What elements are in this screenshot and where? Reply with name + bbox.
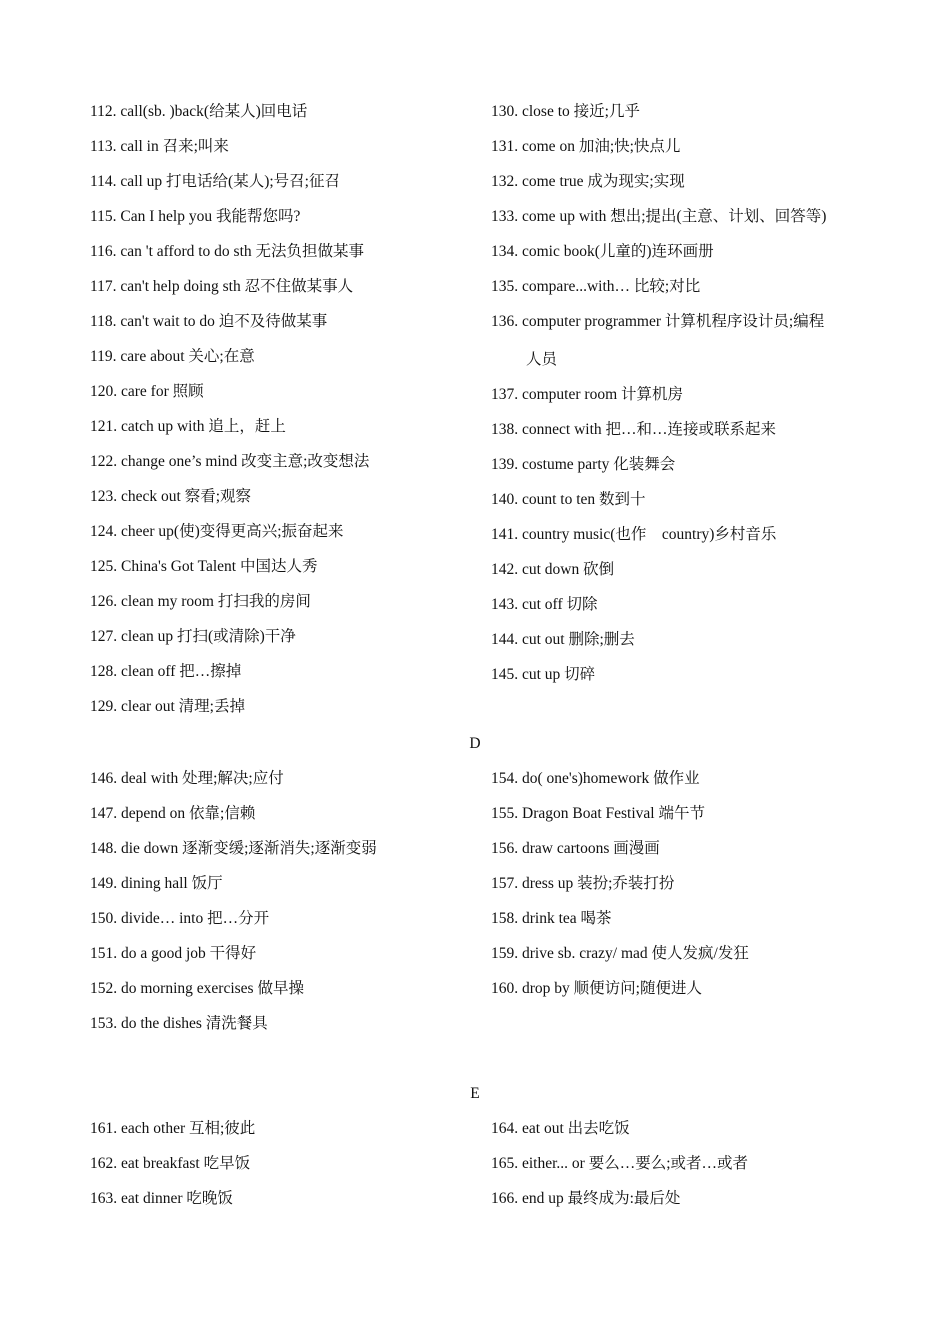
phrase-entry: 120. care for 照顾 (90, 383, 204, 400)
phrase-entry: 128. clean off 把…擦掉 (90, 663, 242, 680)
phrase-entry: 147. depend on 依靠;信赖 (90, 805, 256, 822)
phrase-entry: 123. check out 察看;观察 (90, 488, 252, 505)
phrase-entry: 159. drive sb. crazy/ mad 使人发疯/发狂 (491, 945, 749, 962)
phrase-entry: 113. call in 召来;叫来 (90, 138, 229, 155)
phrase-entry: 156. draw cartoons 画漫画 (491, 840, 660, 857)
phrase-entry: 141. country music(也作 country)乡村音乐 (491, 526, 777, 543)
phrase-entry: 135. compare...with… 比较;对比 (491, 278, 701, 295)
phrase-entry: 155. Dragon Boat Festival 端午节 (491, 805, 705, 822)
phrase-entry: 132. come true 成为现实;实现 (491, 173, 685, 190)
phrase-entry: 164. eat out 出去吃饭 (491, 1120, 630, 1137)
phrase-entry: 115. Can I help you 我能帮您吗? (90, 208, 301, 225)
phrase-entry: 153. do the dishes 清洗餐具 (90, 1015, 268, 1032)
phrase-entry: 130. close to 接近;几乎 (491, 103, 640, 120)
phrase-entry: 122. change one’s mind 改变主意;改变想法 (90, 453, 370, 470)
phrase-entry: 119. care about 关心;在意 (90, 348, 255, 365)
phrase-entry: 124. cheer up(使)变得更高兴;振奋起来 (90, 523, 344, 540)
phrase-entry: 139. costume party 化装舞会 (491, 456, 676, 473)
phrase-entry: 126. clean my room 打扫我的房间 (90, 593, 311, 610)
phrase-entry: 165. either... or 要么…要么;或者…或者 (491, 1155, 749, 1172)
phrase-entry: 114. call up 打电话给(某人);号召;征召 (90, 173, 340, 190)
phrase-entry: 158. drink tea 喝茶 (491, 910, 612, 927)
phrase-entry: 131. come on 加油;快;快点儿 (491, 138, 681, 155)
phrase-entry: 112. call(sb. )back(给某人)回电话 (90, 103, 308, 120)
phrase-entry: 162. eat breakfast 吃早饭 (90, 1155, 251, 1172)
phrase-entry: 140. count to ten 数到十 (491, 491, 646, 508)
phrase-entry: 143. cut off 切除 (491, 596, 598, 613)
phrase-entry: 137. computer room 计算机房 (491, 386, 684, 403)
section-letter-e: E (470, 1085, 480, 1102)
phrase-entry: 160. drop by 顺便访问;随便进人 (491, 980, 702, 997)
phrase-entry: 142. cut down 砍倒 (491, 561, 615, 578)
phrase-entry: 144. cut out 删除;删去 (491, 631, 635, 648)
phrase-entry: 121. catch up with 追上，赶上 (90, 418, 286, 435)
phrase-entry: 149. dining hall 饭厅 (90, 875, 223, 892)
phrase-entry: 133. come up with 想出;提出(主意、计划、回答等) (491, 208, 827, 225)
phrase-entry: 163. eat dinner 吃晚饭 (90, 1190, 233, 1207)
phrase-entry: 166. end up 最终成为:最后处 (491, 1190, 681, 1207)
phrase-entry: 116. can 't afford to do sth 无法负担做某事 (90, 243, 365, 260)
phrase-entry: 151. do a good job 干得好 (90, 945, 257, 962)
phrase-entry: 125. China's Got Talent 中国达人秀 (90, 558, 318, 575)
phrase-entry: 161. each other 互相;彼此 (90, 1120, 256, 1137)
phrase-entry: 118. can't wait to do 迫不及待做某事 (90, 313, 328, 330)
phrase-entry: 150. divide… into 把…分开 (90, 910, 270, 927)
section-letter-d: D (469, 735, 481, 752)
phrase-entry: 152. do morning exercises 做早操 (90, 980, 304, 997)
phrase-entry: 129. clear out 清理;丢掉 (90, 698, 245, 715)
phrase-entry: 134. comic book(儿童的)连环画册 (491, 243, 714, 260)
phrase-entry: 146. deal with 处理;解决;应付 (90, 770, 284, 787)
phrase-entry: 148. die down 逐渐变缓;逐渐消失;逐渐变弱 (90, 840, 377, 857)
phrase-entry: 127. clean up 打扫(或清除)干净 (90, 628, 296, 645)
phrase-entry: 117. can't help doing sth 忍不住做某事人 (90, 278, 354, 295)
phrase-entry: 154. do( one's)homework 做作业 (491, 770, 700, 787)
phrase-entry: 136. computer programmer 计算机程序设计员;编程 (491, 313, 825, 330)
phrase-entry: 157. dress up 装扮;乔装打扮 (491, 875, 675, 892)
phrase-entry: 145. cut up 切碎 (491, 666, 596, 683)
phrase-entry-continuation: 人员 (526, 351, 558, 368)
phrase-entry: 138. connect with 把…和…连接或联系起来 (491, 421, 777, 438)
